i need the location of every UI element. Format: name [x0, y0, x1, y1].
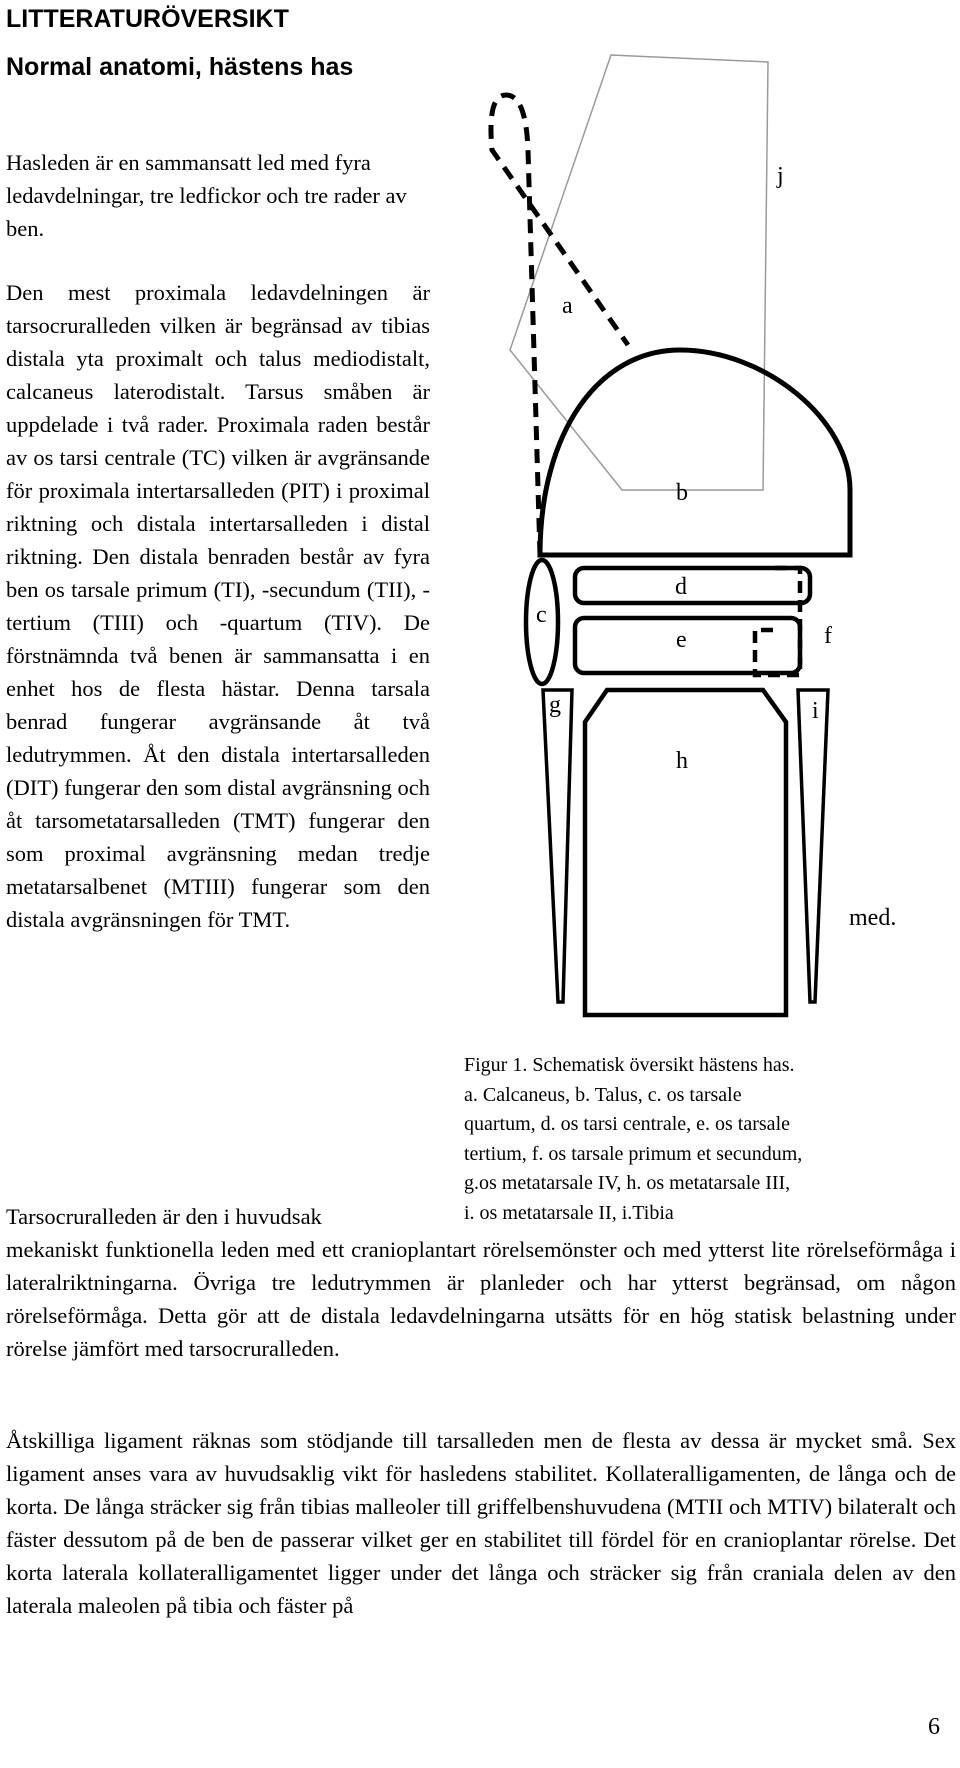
- talus-shape: [540, 350, 850, 555]
- label-g: g: [549, 692, 561, 718]
- caption-line: i. os metatarsale II, i.Tibia: [464, 1201, 674, 1224]
- caption-line: quartum, d. os tarsi centrale, e. os tarsale: [464, 1113, 790, 1135]
- page-number: 6: [928, 1714, 940, 1740]
- paragraph-ligaments: Åtskilliga ligament räknas som stödjande till tarsalleden men de flesta av dessa är mycket små. Sex ligament anses vara av huvudsaklig vikt för hasledens stabilitet. Kollateralligamenten, de långa och de korta. De långa sträcker sig från tibias malleoler till griffelbenshuvudena (MTII och MTIV) bilateralt och fäster dessutom på de ben de passerar vilket ger en stabilitet till fördel för en cranioplantar rörelse. Det korta laterala kollateralligamentet ligger under det långa och sträcker sig från craniala delen av den laterala maleolen på tibia och fäster på: [6, 1428, 956, 1618]
- label-c: c: [536, 602, 547, 628]
- label-d: d: [675, 574, 687, 600]
- subsection-title: Normal anatomi, hästens has: [6, 53, 354, 81]
- metatarsale-iv-shape: [543, 690, 572, 1002]
- section-title: LITTERATURÖVERSIKT: [6, 5, 289, 33]
- caption-line: tertium, f. os tarsale primum et secundum,: [464, 1142, 803, 1165]
- figure-caption: [464, 1051, 914, 1228]
- tarsale-tertium-shape: [575, 618, 800, 673]
- label-b: b: [676, 480, 688, 506]
- metatarsale-iii-shape: [585, 690, 786, 1015]
- paragraph-motion: mekaniskt funktionella leden med ett cranioplantart rörelsemönster och med ytterst lite rörelseförmåga i lateralriktningarna. Övriga tre ledutrymmen är planleder och har ytterst begränsad, om någon rörelseförmåga. Detta gör att de distala ledavdelningarna utsätts för en hög statisk belastning under rörelse jämfört med tarsocruralleden.: [6, 1237, 956, 1361]
- caption-line: g.os metatarsale IV, h. os metatarsale III,: [464, 1172, 791, 1194]
- label-f: f: [824, 623, 832, 649]
- metatarsale-ii-shape: [798, 690, 828, 1002]
- tarsi-centrale-shape: [575, 568, 810, 603]
- label-med: med.: [849, 905, 897, 931]
- label-a: a: [562, 293, 573, 319]
- label-i: i: [812, 698, 819, 724]
- label-j: j: [777, 163, 784, 189]
- tarsale-primum-secundum-outline: [755, 568, 800, 675]
- caption-line: Figur 1. Schematisk översikt hästens has.: [464, 1054, 795, 1076]
- label-h: h: [676, 748, 688, 774]
- label-e: e: [676, 627, 687, 653]
- caption-line: a. Calcaneus, b. Talus, c. os tarsale: [464, 1083, 742, 1106]
- tibia-outline: [510, 55, 768, 490]
- calcaneus-outline: [491, 95, 628, 555]
- paragraph-motion-start: Tarsocruralleden är den i huvudsak: [6, 1204, 322, 1229]
- paragraph-intro: Hasleden är en sammansatt led med fyra ledavdelningar, tre ledfickor och tre rader av ben.: [6, 150, 407, 241]
- paragraph-joint-structure: Den mest proximala ledavdelningen är tarsocruralleden vilken är begränsad av tibias distala yta proximalt och talus mediodistalt, calcaneus laterodistalt. Tarsus småben är uppdelade i två rader. Proximala raden består av os tarsi centrale (TC) vilken är avgränsande för proximala intertarsalleden (PIT) i proximal riktning och distala intertarsalleden i distal riktning. Den distala benraden består av fyra ben os tarsale primum (TI), -secundum (TII), -tertium (TIII) och -quartum (TIV). De förstnämnda två benen är sammansatta i en enhet hos de flesta hästar. Denna tarsala benrad fungerar avgränsande åt två ledutrymmen. Åt den distala intertarsalleden (DIT) fungerar den som distal avgränsning och åt tarsometatarsalleden (TMT) fungerar den som proximal avgränsning medan tredje metatarsalbenet (MTIII) fungerar som den distala avgränsningen för TMT.: [6, 280, 430, 932]
